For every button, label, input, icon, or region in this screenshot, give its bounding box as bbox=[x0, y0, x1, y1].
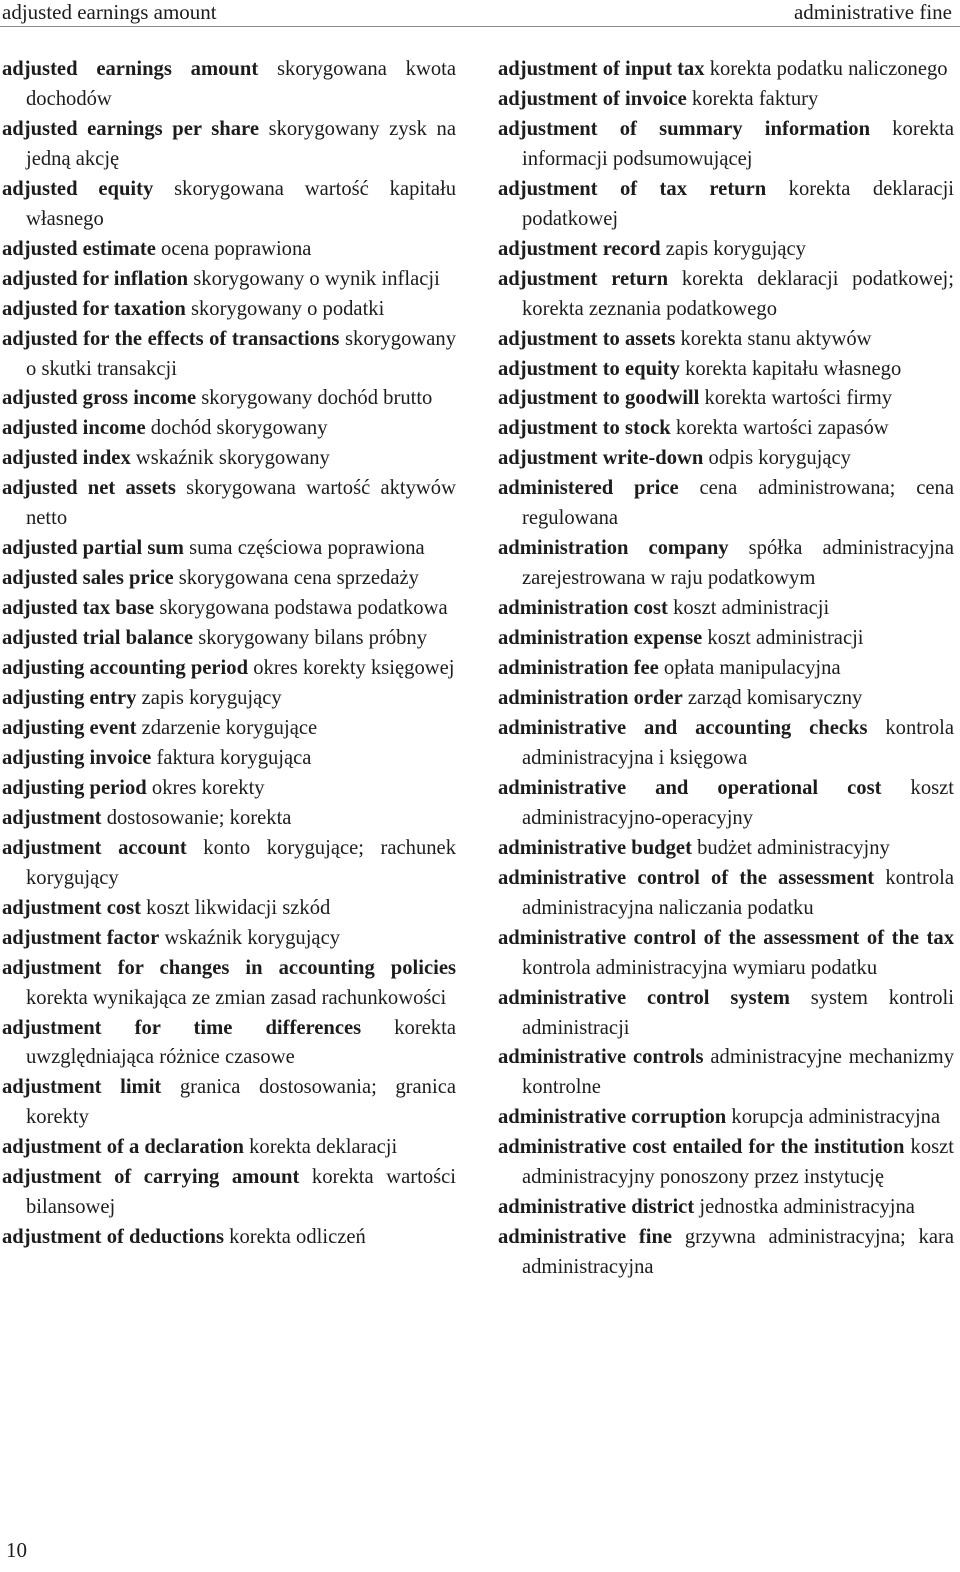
entry-definition: skorygowany o podatki bbox=[190, 297, 385, 320]
dictionary-entry bbox=[2, 1073, 456, 1133]
entry-term: adjusted for taxation bbox=[2, 297, 186, 320]
entry-definition: administracyjne mechanizmy kontrolne bbox=[522, 1046, 955, 1099]
entry-term: administrative corruption bbox=[498, 1106, 727, 1129]
dictionary-entry bbox=[2, 654, 456, 684]
dictionary-entry bbox=[2, 1014, 456, 1074]
entry-definition: faktura korygująca bbox=[156, 746, 312, 769]
entry-definition: korekta wartości bilansowej bbox=[26, 1166, 456, 1219]
dictionary-entry bbox=[498, 684, 954, 714]
entry-definition: granica dostosowania; granica korekty bbox=[26, 1076, 456, 1129]
dictionary-entry bbox=[2, 684, 456, 714]
entry-definition: dostosowanie; korekta bbox=[106, 806, 292, 829]
entry-definition: korekta uwzględniająca różnice czasowe bbox=[26, 1016, 456, 1069]
entry-definition: korekta deklaracji bbox=[249, 1136, 398, 1159]
entry-term: adjusting event bbox=[2, 716, 137, 739]
entry-term: adjustment of tax return bbox=[498, 177, 767, 200]
entry-term: adjusted for inflation bbox=[2, 267, 189, 290]
entry-term: adjusted earnings per share bbox=[2, 117, 259, 140]
dictionary-entry bbox=[498, 325, 954, 355]
dictionary-entry bbox=[2, 894, 456, 924]
entry-definition: zdarzenie korygujące bbox=[141, 716, 318, 739]
entry-definition: kontrola administracyjna i księgowa bbox=[522, 716, 954, 769]
entry-term: administrative control of the assessment bbox=[498, 866, 875, 889]
dictionary-entry bbox=[498, 714, 954, 774]
entry-term: adjustment to assets bbox=[498, 327, 676, 350]
entry-term: adjusted equity bbox=[2, 177, 154, 200]
entry-definition: opłata manipulacyjna bbox=[663, 657, 841, 680]
entry-term: adjusted index bbox=[2, 447, 131, 470]
entry-term: adjustment limit bbox=[2, 1076, 162, 1099]
dictionary-entry bbox=[2, 834, 456, 894]
dictionary-entry bbox=[2, 175, 456, 235]
entry-definition: korekta faktury bbox=[691, 87, 819, 110]
entry-definition: budżet administracyjny bbox=[697, 836, 890, 859]
entry-definition: koszt administracji bbox=[707, 627, 864, 650]
entry-definition: skorygowany o wynik inflacji bbox=[193, 267, 440, 290]
entry-term: adjustment for changes in accounting policies bbox=[2, 956, 456, 979]
entry-term: adjustment cost bbox=[2, 896, 141, 919]
entry-definition: korekta podatku naliczonego bbox=[709, 58, 948, 80]
entry-term: adjustment of a declaration bbox=[2, 1136, 244, 1159]
entry-definition: korekta deklaracji podatkowej bbox=[522, 177, 955, 230]
entry-term: administration fee bbox=[498, 657, 659, 680]
dictionary-entry bbox=[498, 265, 954, 325]
dictionary-entry bbox=[498, 1223, 954, 1283]
entry-term: adjusted income bbox=[2, 417, 146, 440]
entry-term: adjusted estimate bbox=[2, 237, 156, 260]
entry-term: adjusting period bbox=[2, 776, 147, 799]
dictionary-entry bbox=[498, 924, 954, 984]
entry-term: adjustment to goodwill bbox=[498, 387, 700, 410]
dictionary-entry bbox=[2, 744, 456, 774]
entry-term: adjusted tax base bbox=[2, 597, 155, 620]
dictionary-entry bbox=[498, 235, 954, 265]
entry-term: adjustment of deductions bbox=[2, 1226, 224, 1249]
entry-definition: korekta kapitału własnego bbox=[685, 357, 902, 380]
entry-definition: koszt administracyjny ponoszony przez instytucję bbox=[522, 1136, 955, 1189]
dictionary-entry bbox=[2, 1163, 456, 1223]
entry-definition: system kontroli administracji bbox=[522, 986, 954, 1039]
entry-term: adjusted net assets bbox=[2, 477, 176, 500]
entry-term: administrative budget bbox=[498, 836, 692, 859]
entry-term: adjustment of carrying amount bbox=[2, 1166, 300, 1189]
entry-term: administrative control of the assessment of the tax bbox=[498, 926, 954, 949]
entry-term: adjustment return bbox=[498, 267, 669, 290]
entry-definition: jednostka administracyjna bbox=[699, 1196, 915, 1219]
entry-term: adjusted for the effects of transactions bbox=[2, 327, 340, 350]
entry-term: adjustment of input tax bbox=[498, 58, 705, 80]
entry-term: adjustment bbox=[2, 806, 102, 829]
dictionary-entry bbox=[2, 564, 456, 594]
dictionary-entry bbox=[498, 624, 954, 654]
entry-definition: korekta stanu aktywów bbox=[680, 327, 872, 350]
right-column bbox=[498, 55, 954, 1283]
dictionary-entry bbox=[498, 175, 954, 235]
dictionary-entry bbox=[498, 1133, 954, 1193]
entry-term: administrative and operational cost bbox=[498, 776, 882, 799]
entry-term: adjustment write-down bbox=[498, 447, 704, 470]
dictionary-entry bbox=[2, 534, 456, 564]
entry-definition: koszt administracyjno-operacyjny bbox=[522, 776, 954, 829]
entry-definition: suma częściowa poprawiona bbox=[189, 537, 425, 560]
dictionary-entry bbox=[2, 1223, 456, 1253]
dictionary-entry bbox=[2, 55, 456, 115]
entry-term: adjusting invoice bbox=[2, 746, 152, 769]
entry-term: adjustment factor bbox=[2, 926, 160, 949]
dictionary-entry bbox=[498, 1043, 954, 1103]
dictionary-entry bbox=[2, 414, 456, 444]
entry-term: administrative fine bbox=[498, 1226, 673, 1249]
entry-definition: korekta odliczeń bbox=[229, 1226, 366, 1249]
dictionary-entry bbox=[498, 984, 954, 1044]
dictionary-entry bbox=[498, 55, 954, 85]
dictionary-entry bbox=[2, 384, 456, 414]
entry-term: administrative and accounting checks bbox=[498, 716, 868, 739]
entry-definition: spółka administracyjna zarejestrowana w raju podatkowym bbox=[522, 537, 954, 590]
entry-definition: zarząd komisaryczny bbox=[687, 687, 863, 710]
dictionary-entry bbox=[498, 594, 954, 624]
entry-term: adjustment of invoice bbox=[498, 87, 687, 110]
entry-definition: korupcja administracyjna bbox=[731, 1106, 941, 1129]
dictionary-entry bbox=[498, 864, 954, 924]
entry-term: adjusting entry bbox=[2, 687, 137, 710]
dictionary-entry bbox=[498, 85, 954, 115]
dictionary-entry bbox=[2, 1133, 456, 1163]
dictionary-entry bbox=[498, 1193, 954, 1223]
dictionary-entry bbox=[2, 594, 456, 624]
entry-definition: kontrola administracyjna wymiaru podatku bbox=[522, 956, 878, 979]
dictionary-entry bbox=[2, 295, 456, 325]
entry-definition: skorygowana podstawa podatkowa bbox=[159, 597, 448, 620]
dictionary-entry bbox=[2, 774, 456, 804]
entry-definition: skorygowana wartość aktywów netto bbox=[26, 477, 456, 530]
entry-definition: odpis korygujący bbox=[708, 447, 851, 470]
header-guide-word-left: adjusted earnings amount bbox=[2, 0, 217, 24]
entry-term: adjustment to equity bbox=[498, 357, 680, 380]
entry-definition: skorygowana wartość kapitału własnego bbox=[26, 177, 456, 230]
dictionary-entry bbox=[498, 115, 954, 175]
entry-definition: skorygowany bilans próbny bbox=[198, 627, 428, 650]
page-header bbox=[0, 0, 960, 27]
entry-definition: korekta wartości zapasów bbox=[675, 417, 889, 440]
entry-definition: cena administrowana; cena regulowana bbox=[522, 477, 954, 530]
entry-term: administration company bbox=[498, 537, 729, 560]
dictionary-entry bbox=[2, 624, 456, 654]
entry-term: administration cost bbox=[498, 597, 668, 620]
entry-definition: kontrola administracyjna naliczania podatku bbox=[522, 866, 954, 919]
dictionary-entry bbox=[2, 325, 456, 385]
entry-definition: skorygowana cena sprzedaży bbox=[178, 567, 419, 590]
entry-definition: wskaźnik skorygowany bbox=[135, 447, 330, 470]
dictionary-entry bbox=[2, 265, 456, 295]
dictionary-entry bbox=[2, 924, 456, 954]
entry-definition: grzywna administracyjna; kara administracyjna bbox=[522, 1226, 954, 1279]
page-number: 10 bbox=[6, 1538, 27, 1562]
dictionary-entry bbox=[2, 474, 456, 534]
entry-term: administration expense bbox=[498, 627, 703, 650]
entry-definition: zapis korygujący bbox=[141, 687, 282, 710]
entry-term: adjusting accounting period bbox=[2, 657, 249, 680]
entry-term: administration order bbox=[498, 687, 683, 710]
entry-term: adjusted sales price bbox=[2, 567, 174, 590]
dictionary-entry bbox=[498, 534, 954, 594]
dictionary-entry bbox=[498, 774, 954, 834]
dictionary-entry bbox=[498, 355, 954, 385]
entry-definition: konto korygujące; rachunek korygujący bbox=[26, 836, 456, 889]
entry-definition: ocena poprawiona bbox=[161, 237, 312, 260]
entry-definition: korekta deklaracji podatkowej; korekta zeznania podatkowego bbox=[522, 267, 954, 320]
dictionary-entry bbox=[2, 804, 456, 834]
entry-definition: wskaźnik korygujący bbox=[164, 926, 341, 949]
entry-definition: skorygowany zysk na jedną akcję bbox=[26, 117, 456, 170]
entry-term: administrative controls bbox=[498, 1046, 704, 1069]
entry-term: adjustment for time differences bbox=[2, 1016, 362, 1039]
dictionary-entry bbox=[498, 654, 954, 684]
entry-term: adjustment of summary information bbox=[498, 117, 871, 140]
entry-definition: koszt administracji bbox=[673, 597, 830, 620]
dictionary-entry bbox=[498, 834, 954, 864]
dictionary-entry bbox=[2, 714, 456, 744]
entry-term: administrative cost entailed for the institution bbox=[498, 1136, 905, 1159]
entry-definition: okres korekty bbox=[151, 776, 265, 799]
entry-definition: korekta wartości firmy bbox=[704, 387, 893, 410]
entry-term: adjustment to stock bbox=[498, 417, 671, 440]
entry-definition: skorygowana kwota dochodów bbox=[26, 58, 456, 110]
header-guide-word-right: administrative fine bbox=[793, 0, 952, 24]
dictionary-entry bbox=[2, 115, 456, 175]
entry-term: administrative control system bbox=[498, 986, 790, 1009]
dictionary-entry bbox=[2, 954, 456, 1014]
entry-definition: korekta informacji podsumowującej bbox=[522, 117, 955, 170]
entry-definition: zapis korygujący bbox=[665, 237, 806, 260]
entry-definition: skorygowany dochód brutto bbox=[201, 387, 433, 410]
entry-term: adjusted earnings amount bbox=[2, 58, 259, 80]
dictionary-entry bbox=[498, 384, 954, 414]
entry-term: administered price bbox=[498, 477, 679, 500]
dictionary-entry bbox=[2, 235, 456, 265]
entry-definition: korekta wynikająca ze zmian zasad rachunkowości bbox=[26, 986, 447, 1009]
entry-term: adjusted trial balance bbox=[2, 627, 194, 650]
dictionary-entry bbox=[498, 414, 954, 444]
dictionary-entry bbox=[2, 444, 456, 474]
entry-definition: koszt likwidacji szkód bbox=[146, 896, 331, 919]
dictionary-entry bbox=[498, 474, 954, 534]
dictionary-entry bbox=[498, 444, 954, 474]
entry-definition: dochód skorygowany bbox=[150, 417, 328, 440]
entry-definition: okres korekty księgowej bbox=[253, 657, 455, 680]
entry-definition: skorygowany o skutki transakcji bbox=[26, 327, 456, 380]
dictionary-entry bbox=[498, 1103, 954, 1133]
left-column bbox=[2, 55, 456, 1253]
entry-term: adjusted gross income bbox=[2, 387, 197, 410]
entry-term: adjustment record bbox=[498, 237, 661, 260]
entry-term: administrative district bbox=[498, 1196, 695, 1219]
entry-term: adjustment account bbox=[2, 836, 187, 859]
entry-term: adjusted partial sum bbox=[2, 537, 184, 560]
